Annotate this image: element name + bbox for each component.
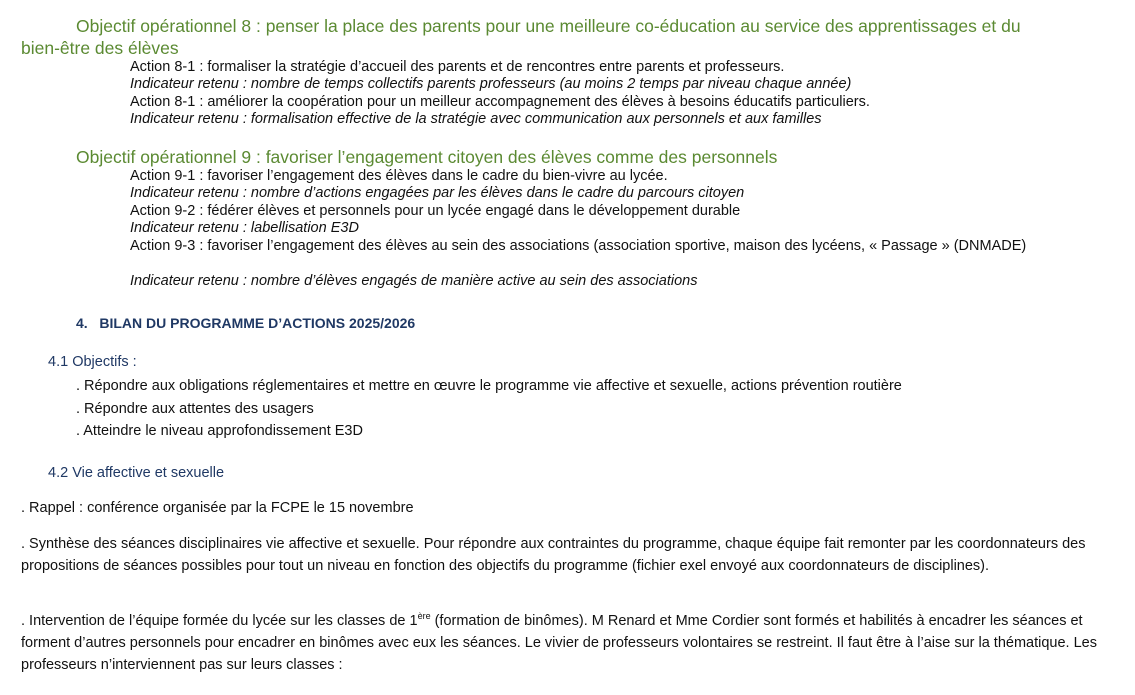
indicator-8-1a: Indicateur retenu : nombre de temps collectifs parents professeurs (au moins 2 temps par niveau chaque année) [130,76,852,92]
subsection-4-1-number: 4.1 [48,354,69,370]
section-4-title: BILAN DU PROGRAMME D’ACTIONS 2025/2026 [99,315,416,331]
section-4-heading [76,315,415,331]
action-9-2: Action 9-2 : fédérer élèves et personnels pour un lycée engagé dans le développement durable [130,203,741,219]
indicator-9-2: Indicateur retenu : labellisation E3D [130,220,359,236]
section-4-number: 4. [76,315,88,331]
subsection-4-2-title: Vie affective et sexuelle [72,465,225,481]
objective-item-2: . Répondre aux attentes des usagers [76,401,314,417]
intervention-superscript: ère [417,611,431,622]
objective-item-3: . Atteindre le niveau approfondissement E3D [76,423,363,439]
subsection-4-1-heading [48,354,137,370]
objectif-8-title-continued: bien-être des élèves [21,38,179,58]
paragraph-rappel: . Rappel : conférence organisée par la FCPE le 15 novembre [21,500,414,516]
action-8-1b: Action 8-1 : améliorer la coopération pour un meilleur accompagnement des élèves à besoins éducatifs particuliers. [130,94,870,110]
paragraph-intervention [21,610,1121,676]
objectif-8-title: Objectif opérationnel 8 : penser la place des parents pour une meilleure co-éducation au service des apprentissages et du [76,16,1021,36]
paragraph-synthese: . Synthèse des séances disciplinaires vie affective et sexuelle. Pour répondre aux contraintes du programme, chaque équipe fait remonter par les coordonnateurs des propositions de séances possibles pour tout un niveau en fonction des objectifs du programme (fichier exel envoyé aux coordonnateurs de disciplines). [21,536,1086,574]
action-9-3: Action 9-3 : favoriser l’engagement des élèves au sein des associations (association sportive, maison des lycéens, « Passage » (DNMADE) [130,238,1027,254]
subsection-4-1-title: Objectifs : [72,354,137,370]
subsection-4-2-heading [48,465,224,481]
objective-item-1: . Répondre aux obligations réglementaires et mettre en œuvre le programme vie affective et sexuelle, actions prévention routière [76,378,902,394]
intervention-text-rest: (formation de binômes). M Renard et Mme Cordier sont formés et habilités à encadrer les séances et forment d’autres personnels pour encadrer en binômes avec eux les séances. Le vivier de professeurs volontaires se restreint. Il faut être à l’aise sur la thématique. Les professeurs n’interviennent pas sur leurs classes : [21,613,1097,673]
objectif-9-title: Objectif opérationnel 9 : favoriser l’engagement citoyen des élèves comme des personnels [76,147,778,167]
intervention-text-start: . Intervention de l’équipe formée du lycée sur les classes de 1 [21,613,418,629]
indicator-9-1: Indicateur retenu : nombre d’actions engagées par les élèves dans le cadre du parcours citoyen [130,185,745,201]
action-8-1a: Action 8-1 : formaliser la stratégie d’accueil des parents et de rencontres entre parents et professeurs. [130,59,785,75]
indicator-9-3: Indicateur retenu : nombre d’élèves engagés de manière active au sein des associations [130,273,698,289]
indicator-8-1b: Indicateur retenu : formalisation effective de la stratégie avec communication aux personnels et aux familles [130,111,822,127]
subsection-4-2-number: 4.2 [48,465,69,481]
action-9-1: Action 9-1 : favoriser l’engagement des élèves dans le cadre du bien-vivre au lycée. [130,168,668,184]
